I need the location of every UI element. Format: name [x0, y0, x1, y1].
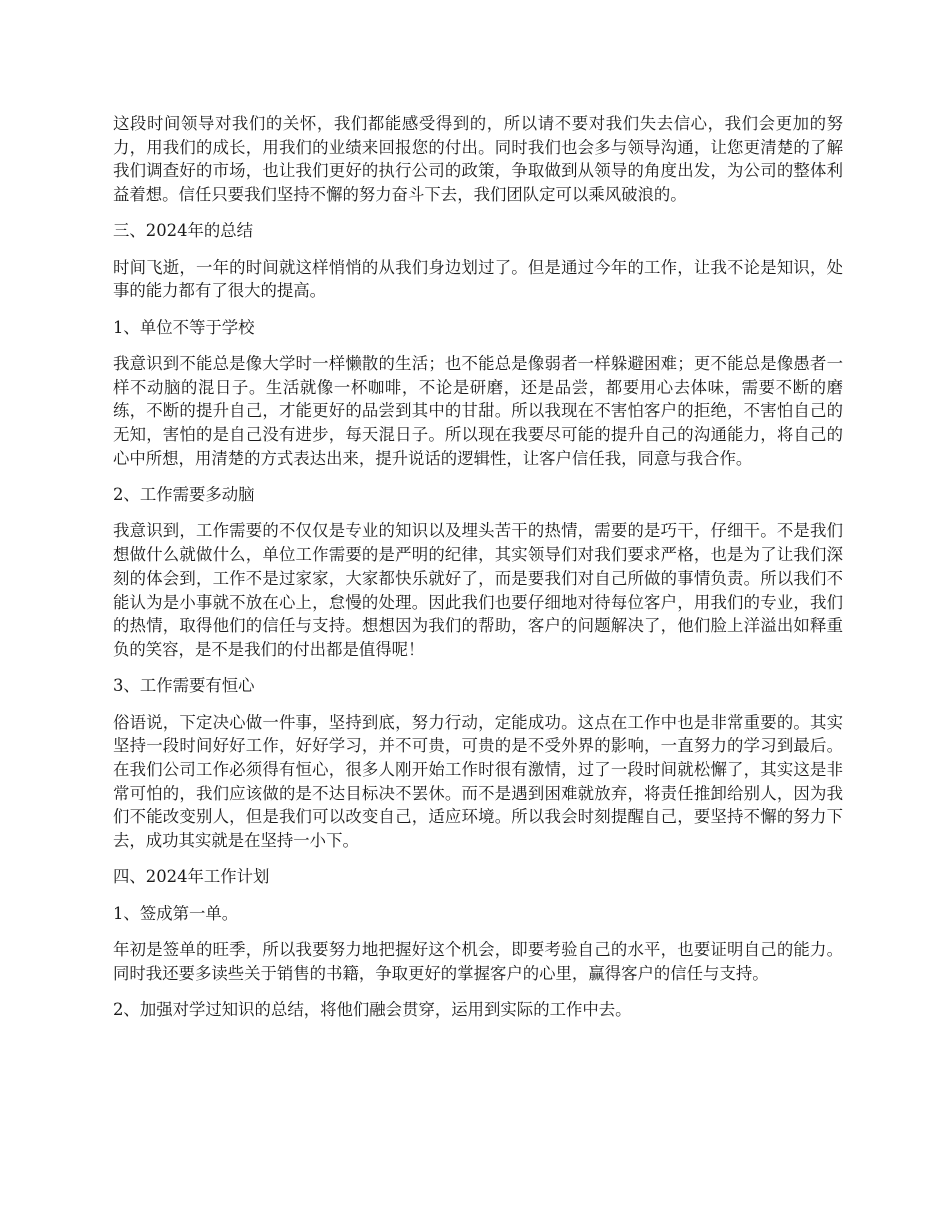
body-paragraph: 我意识到不能总是像大学时一样懒散的生活；也不能总是像弱者一样躲避困难；更不能总是像愚者一样不动脑的混日子。生活就像一杯咖啡，不论是研磨，还是品尝，都要用心去体味，需要不断的磨练，不断的提升自己，才能更好的品尝到其中的甘甜。所以我现在不害怕客户的拒绝，不害怕自己的无知，害怕的是自己没有进步，每天混日子。所以现在我要尽可能的提升自己的沟通能力，将自己的心中所想，用清楚的方式表达出来，提升说话的逻辑性，让客户信任我，同意与我合作。: [113, 354, 843, 468]
subsection-heading: 1、签成第一单。: [113, 903, 239, 923]
body-paragraph: 年初是签单的旺季，所以我要努力地把握好这个机会，即要考验自己的水平，也要证明自己的能力。同时我还要多读些关于销售的书籍，争取更好的掌握客户的心里，赢得客户的信任与支持。: [113, 939, 843, 983]
body-paragraph: 时间飞逝，一年的时间就这样悄悄的从我们身边划过了。但是通过今年的工作，让我不论是知识，处事的能力都有了很大的提高。: [113, 257, 843, 301]
document-page: [113, 112, 843, 1034]
body-paragraph: 俗语说，下定决心做一件事，坚持到底，努力行动，定能成功。这点在工作中也是非常重要的。其实坚持一段时间好好工作，好好学习，并不可贵，可贵的是不受外界的影响，一直努力的学习到最后。在我们公司工作必须得有恒心，很多人刚开始工作时很有激情，过了一段时间就松懈了，其实这是非常可怕的，我们应该做的是不达目标决不罢休。而不是遇到困难就放弃，将责任推卸给别人，因为我们不能改变别人，但是我们可以改变自己，适应环境。所以我会时刻提醒自己，要坚持不懈的努力下去，成功其实就是在坚持一小下。: [113, 712, 843, 851]
subsection-heading: 3、工作需要有恒心: [113, 676, 255, 696]
body-paragraph: 我意识到，工作需要的不仅仅是专业的知识以及埋头苦干的热情，需要的是巧干，仔细干。不是我们想做什么就做什么，单位工作需要的是严明的纪律，其实领导们对我们要求严格，也是为了让我们深刻的体会到，工作不是过家家，大家都快乐就好了，而是要我们对自己所做的事情负责。所以我们不能认为是小事就不放在心上，怠慢的处理。因此我们也要仔细地对待每位客户，用我们的专业，我们的热情，取得他们的信任与支持。想想因为我们的帮助，客户的问题解决了，他们脸上洋溢出如释重负的笑容，是不是我们的付出都是值得呢！: [113, 521, 843, 659]
subsection-heading: 2、工作需要多动脑: [113, 485, 255, 505]
body-paragraph: 这段时间领导对我们的关怀，我们都能感受得到的，所以请不要对我们失去信心，我们会更加的努力，用我们的成长，用我们的业绩来回报您的付出。同时我们也会多与领导沟通，让您更清楚的了解我们调查好的市场，也让我们更好的执行公司的政策，争取做到从领导的角度出发，为公司的整体利益着想。信任只要我们坚持不懈的努力奋斗下去，我们团队定可以乘风破浪的。: [113, 114, 843, 205]
section-heading: 三、2024年的总结: [113, 221, 254, 241]
section-heading: 四、2024年工作计划: [113, 867, 270, 887]
subsection-heading: 2、加强对学过知识的总结，将他们融会贯穿，运用到实际的工作中去。: [113, 999, 632, 1019]
subsection-heading: 1、单位不等于学校: [113, 317, 255, 337]
